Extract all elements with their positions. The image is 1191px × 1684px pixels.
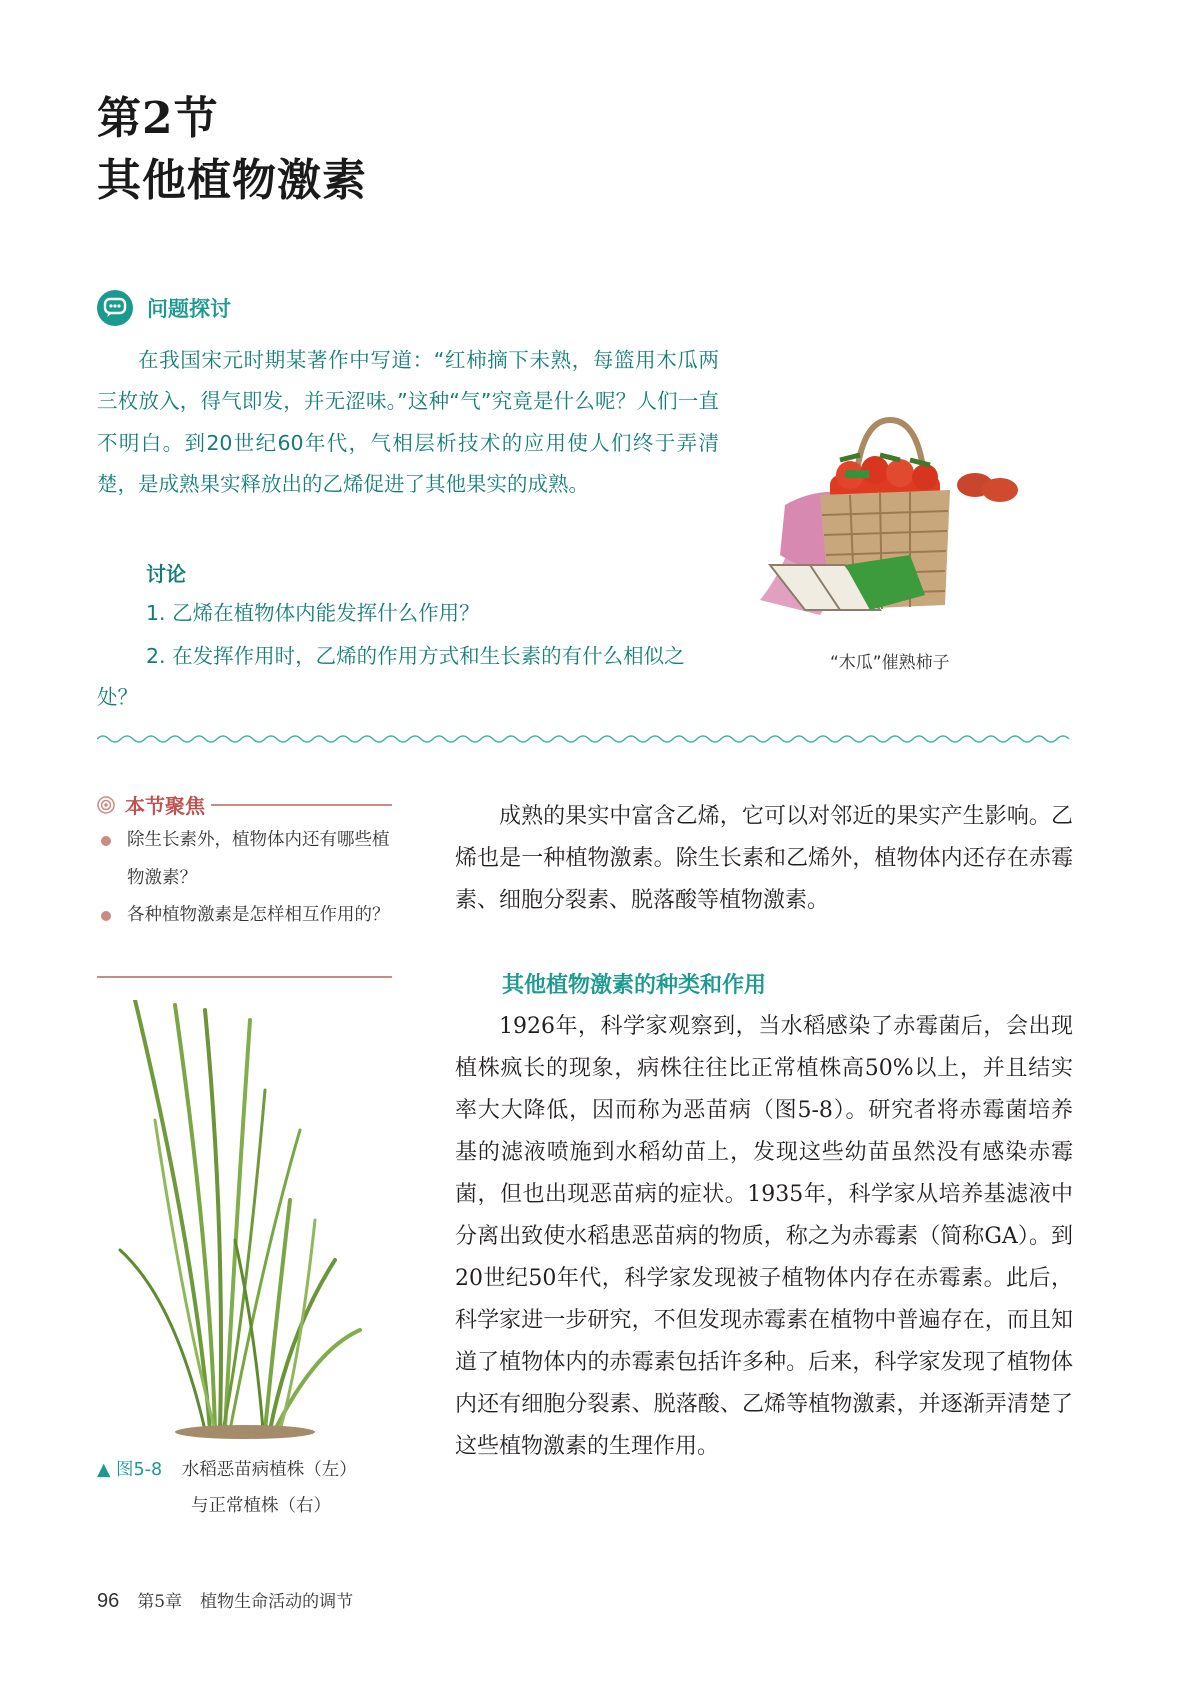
page-footer: [97, 1587, 353, 1613]
triangle-icon: ▲: [97, 1460, 111, 1480]
subsection-heading: 其他植物激素的种类和作用: [502, 973, 767, 998]
body-text: 1926年，科学家观察到，当水稻感染了赤霉菌后，会出现植株疯长的现象，病株往往比正常植株高50%以上，并且结实率大大降低，因而称为恶苗病（图5-8）。研究者将赤霉菌培养基的滤液喷施到水稻幼苗上，发现这些幼苗虽然没有感染赤霉菌，但也出现恶苗病的症状。1935年，科学家从培养基滤液中分离出致使水稻患恶苗病的物质，称之为赤霉素（简称GA）。到20世纪50年代，科学家发现被子植物体内存在赤霉素。此后，科学家进一步研究，不但发现赤霉素在植物中普遍存在，而且知道了植物体内的赤霉素包括许多种。后来，科学家发现了植物体内还有细胞分裂素、脱落酸、乙烯等植物激素，并逐渐弄清楚了这些植物激素的生理作用。: [455, 1014, 1073, 1459]
intro-text: 成熟的果实中富含乙烯，它可以对邻近的果实产生影响。乙烯也是一种植物激素。除生长素和乙烯外，植物体内还存在赤霉素、细胞分裂素、脱落酸等植物激素。: [455, 804, 1073, 913]
rice-plant-photo: [115, 1000, 375, 1440]
illustration-caption: “木瓜”催熟柿子: [830, 653, 950, 673]
discussion-paragraph: [97, 340, 719, 505]
focus-rule: [211, 804, 392, 806]
figure-caption: [97, 1452, 357, 1524]
body-paragraph: [455, 1006, 1073, 1468]
list-item: 各种植物激素是怎样相互作用的？: [97, 897, 392, 935]
chapter-label: 第5章: [137, 1592, 183, 1612]
focus-list: [97, 822, 392, 935]
wavy-divider: [97, 733, 1073, 745]
target-icon: [97, 796, 115, 814]
section-title: 其他植物激素: [97, 155, 367, 206]
discussion-body: 在我国宋元时期某著作中写道：“红柿摘下未熟，每篮用木瓜两三枚放入，得气即发，并无涩味。”这种“气”究竟是什么呢？人们一直不明白。到20世纪60年代，气相层析技术的应用使人们终于弄清楚，是成熟果实释放出的乙烯促进了其他果实的成熟。: [97, 348, 719, 496]
section-number: 第2节: [97, 93, 219, 144]
discussion-header: [97, 290, 231, 326]
figure-caption-line-1: 水稻恶苗病植株（左）: [181, 1460, 357, 1480]
page-number: 96: [97, 1590, 120, 1612]
discussion-label: 问题探讨: [147, 297, 231, 321]
list-item: 除生长素外，植物体内还有哪些植物激素？: [97, 822, 392, 897]
figure-caption-line-2: 与正常植株（右）: [191, 1496, 331, 1516]
section-heading: [97, 88, 367, 212]
figure-number: 图5-8: [116, 1460, 163, 1480]
focus-header: [97, 790, 392, 819]
focus-label: 本节聚焦: [125, 794, 205, 818]
discussion-question-1: 1. 乙烯在植物体内能发挥什么作用？: [146, 601, 480, 625]
focus-bottom-rule: [97, 976, 392, 978]
discussion-question-2: 2. 在发挥作用时，乙烯的作用方式和生长素的有什么相似之处？: [97, 644, 685, 710]
chapter-title: 植物生命活动的调节: [200, 1592, 354, 1612]
chat-bubble-icon: [97, 290, 133, 326]
persimmon-basket-illustration: [760, 415, 1080, 635]
intro-paragraph: [455, 796, 1073, 922]
discussion-sub-label: 讨论: [146, 562, 186, 586]
